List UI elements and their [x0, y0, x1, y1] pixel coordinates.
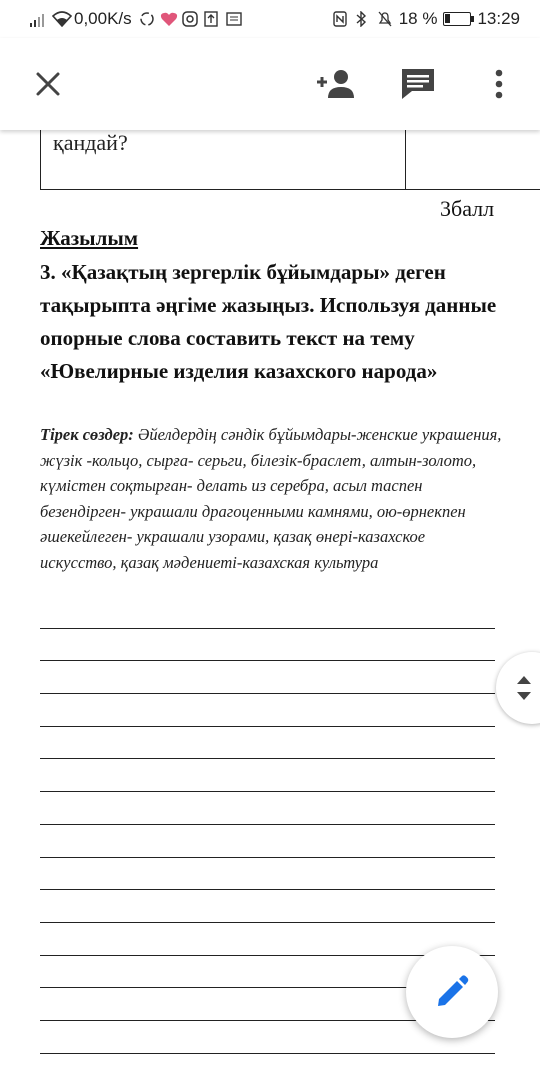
- keywords-label: Тірек сөздер:: [40, 425, 134, 444]
- signal-icon: [30, 11, 46, 27]
- clock: 13:29: [477, 9, 520, 28]
- writing-line: [40, 759, 495, 792]
- keywords-text: Әйелдердің сәндік бұйымдары-женские украшения, жүзік -кольцо, сырға- серьги, білезік-браслет, алтын-золото, күмістен соқтырған- делать из серебра, асыл таспен безендірген- украшали драгоценными камнями, ою-өрнекпен әшекейлеген- украшали узорами, қазақ өнері-казахское искусство, қазақ мәдениеті-казахская культура: [40, 425, 502, 572]
- writing-line: [40, 694, 495, 727]
- comment-button[interactable]: [394, 60, 442, 108]
- edit-button[interactable]: [406, 946, 498, 1038]
- sync-icon: [138, 11, 154, 27]
- writing-line: [40, 596, 495, 629]
- status-left: [30, 9, 242, 29]
- writing-line: [40, 858, 495, 891]
- app-bar: [0, 38, 540, 130]
- keywords-paragraph: [40, 422, 502, 575]
- close-button[interactable]: [24, 60, 72, 108]
- section-title: Жазылым: [40, 226, 139, 250]
- writing-line: [40, 825, 495, 858]
- upload-icon: [204, 11, 220, 27]
- bluetooth-icon: [355, 11, 371, 27]
- network-speed: 0,00K/s: [74, 9, 132, 28]
- more-vert-icon: [495, 69, 503, 99]
- status-bar: [0, 0, 540, 38]
- battery-percent: 18 %: [398, 9, 438, 28]
- scroll-arrows-icon: [514, 674, 534, 702]
- battery-icon: [443, 12, 471, 26]
- writing-line: [40, 890, 495, 923]
- task-text: 3. «Қазақтың зергерлік бұйымдары» деген тақырыпта әңгіме жазыңыз. Используя данные опорные слова составить текст на тему «Ювелирные изделия казахского народа»: [40, 260, 497, 383]
- table-cell-text: қандай?: [53, 130, 128, 155]
- comment-icon: [400, 67, 436, 101]
- heart-icon: [160, 11, 176, 27]
- close-icon: [35, 71, 61, 97]
- notifications-off-icon: [377, 11, 393, 27]
- instagram-icon: [182, 11, 198, 27]
- status-right: [333, 9, 520, 29]
- writing-line: [40, 661, 495, 694]
- nfc-icon: [333, 11, 349, 27]
- news-icon: [226, 11, 242, 27]
- writing-line: [40, 727, 495, 760]
- table-divider: [405, 130, 406, 190]
- writing-line: [40, 923, 495, 956]
- table-fragment: [40, 130, 540, 190]
- score-label: 3балл: [440, 196, 495, 221]
- more-options-button[interactable]: [475, 60, 523, 108]
- writing-line: [40, 792, 495, 825]
- wifi-icon: [52, 11, 68, 27]
- edit-pencil-icon: [435, 975, 469, 1009]
- writing-line: [40, 629, 495, 662]
- add-person-button[interactable]: [312, 60, 360, 108]
- document-view[interactable]: [0, 130, 540, 1080]
- add-person-icon: [315, 68, 357, 100]
